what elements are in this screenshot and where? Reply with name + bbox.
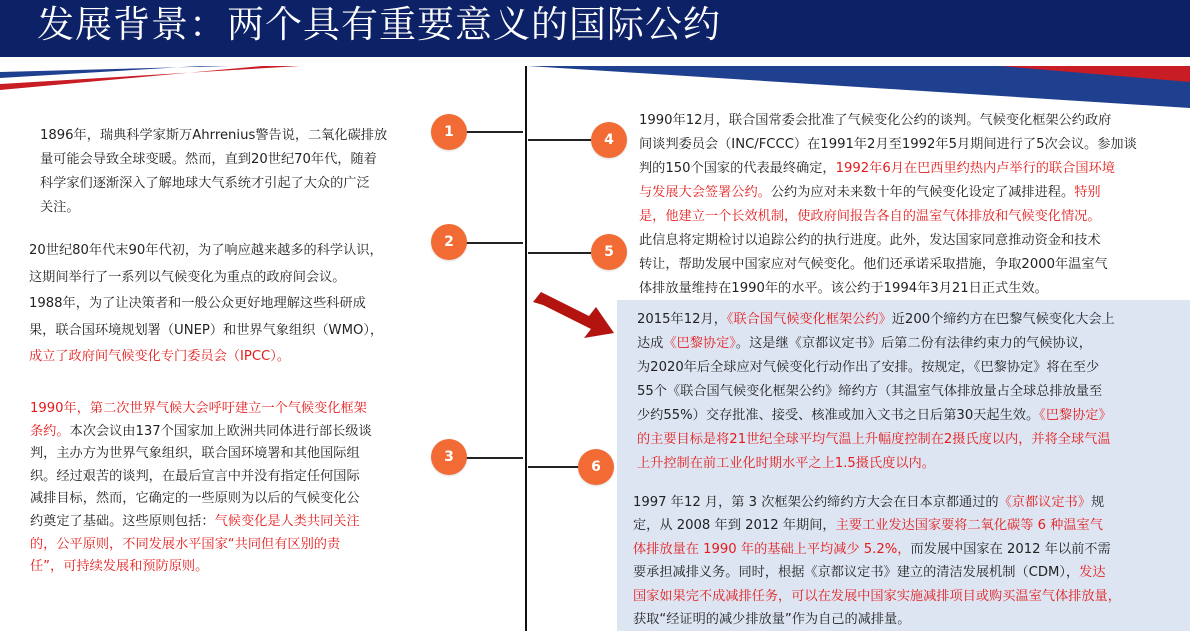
- text-line: 的，公平原则，不同发展水平国家“共同但有区别的责: [30, 536, 341, 552]
- connector-4: [528, 139, 591, 141]
- text-line: 上升控制在前工业化时期水平之上1.5摄氏度以内。: [637, 456, 935, 471]
- text-span: 本次会议由137个国家加上欧洲共同体进行部长级谈: [69, 423, 372, 439]
- text-line: 国家如果完不成减排任务，可以在发展中国家实施减排项目或购买温室气体排放量，: [633, 588, 1121, 604]
- text-span: 达成: [637, 336, 664, 351]
- text-line: 55个《联合国气候变化框架公约》缔约方（其温室气体排放量占全球总排放量至: [637, 384, 1103, 399]
- text-line: 体排放量维持在1990年的水平。该公约于1994年3月21日正式生效。: [639, 281, 1048, 296]
- text-span: 公约为应对未来数十年的气候变化设定了减排进程。: [770, 185, 1075, 200]
- text-line: 1896年，瑞典科学家斯万Ahrrenius警告说，二氧化碳排放: [40, 128, 388, 143]
- left-red-stripe: [0, 66, 300, 90]
- text-span: 体排放量在 1990 年的基础上平均减少 5.2%，: [633, 541, 911, 557]
- text-line: 1990年12月，联合国常委会批准了气候变化公约的谈判。气候变化框架公约政府: [639, 113, 1112, 128]
- red-arrow-icon: [533, 292, 614, 338]
- text-line: 减排目标，然而，它确定的一些原则为以后的气候变化公: [30, 491, 360, 507]
- step-badge-3: 3: [431, 439, 467, 475]
- text-span: 而发展中国家在 2012 年以前不需: [910, 541, 1111, 557]
- timeline-axis: [525, 66, 527, 631]
- text-span: 1997 年12 月，第 3 次框架公约缔约方大会在日本京都通过的: [633, 495, 999, 510]
- text-line: 为2020年后全球应对气候变化行动作出了安排。按规定，《巴黎协定》将在至少: [637, 360, 1100, 375]
- text-span: 。这是继《京都议定书》后第二份有法律约束力的气候协议，: [735, 336, 1092, 351]
- left-navy-stripe: [0, 66, 230, 78]
- text-span: 主要工业发达国家要将二氧化碳等 6 种温室气: [835, 518, 1103, 534]
- text-line: 1990年，第二次世界气候大会呼吁建立一个气候变化框架: [30, 401, 367, 416]
- connector-1: [466, 131, 523, 133]
- page-title: 发展背景：两个具有重要意义的国际公约: [37, 3, 721, 46]
- text-line: 织。经过艰苦的谈判，在最后宣言中并没有指定任何国际: [30, 468, 360, 484]
- text-span: 《巴黎协定》: [663, 336, 736, 351]
- text-line: 量可能会导致全球变暖。然而，直到20世纪70年代，随着: [40, 152, 377, 167]
- text-span: 1992年6月在巴西里约热内卢举行的联合国环境: [835, 161, 1115, 176]
- block-1990: [30, 398, 372, 579]
- text-span: 条约。: [30, 423, 70, 439]
- step-badge-4: 4: [591, 122, 627, 158]
- text-span: 判的150个国家的代表最终确定，: [639, 161, 836, 176]
- text-span: 与发展大会签署公约。: [639, 185, 771, 200]
- text-line: 获取“经证明的减少排放量”作为自己的减排量。: [633, 612, 911, 628]
- step-badge-2: 2: [431, 224, 467, 260]
- text-line: 20世纪80年代末90年代初，为了响应越来越多的科学认识，: [29, 243, 383, 258]
- text-line: 任”，可持续发展和预防原则。: [30, 559, 209, 575]
- block-kyoto: [633, 491, 1121, 631]
- text-span: 《巴黎协定》: [1039, 408, 1112, 423]
- text-line: 成立了政府间气候变化专门委员会（IPCC）。: [29, 349, 291, 364]
- text-line: 转让，帮助发展中国家应对气候变化。他们还承诺采取措施，争取2000年温室气: [639, 257, 1108, 272]
- block-1896: [40, 124, 387, 220]
- text-line: 1988年，为了让决策者和一般公众更好地理解这些科研成: [29, 296, 366, 311]
- connector-6: [528, 466, 578, 468]
- connector-2: [466, 242, 523, 244]
- text-line: 的主要目标是将21世纪全球平均气温上升幅度控制在2摄氏度以内，并将全球气温: [637, 432, 1111, 447]
- text-line: 此信息将定期检讨以追踪公约的执行进度。此外，发达国家同意推动资金和技术: [639, 233, 1101, 248]
- text-line: 间谈判委员会（INC/FCCC）在1991年2月至1992年5月期间进行了5次会议。参加谈: [639, 137, 1137, 152]
- step-badge-1: 1: [431, 114, 467, 150]
- text-span: 发达: [1079, 565, 1106, 581]
- text-span: 2015年12月，: [637, 312, 727, 327]
- text-span: 要承担减排义务。同时，根据《京都议定书》建立的清洁发展机制（CDM），: [633, 565, 1080, 581]
- connector-3: [466, 457, 523, 459]
- step-badge-5: 5: [591, 234, 627, 270]
- text-span: 《京都议定书》: [998, 495, 1091, 510]
- block-paris: [637, 308, 1115, 476]
- connector-5: [528, 252, 591, 254]
- text-span: 规: [1090, 495, 1105, 510]
- text-span: 气候变化是人类共同关注: [214, 513, 360, 529]
- text-line: 是，他建立一个长效机制，使政府间报告各自的温室气体排放和气候变化情况。: [639, 209, 1101, 224]
- text-line: 这期间举行了一系列以气候变化为重点的政府间会议。: [29, 269, 346, 285]
- step-badge-6: 6: [578, 449, 614, 485]
- text-line: 果，联合国环境规划署（UNEP）和世界气象组织（WMO），: [29, 322, 384, 338]
- text-span: 定，从 2008 年到 2012 年期间，: [633, 518, 836, 534]
- text-span: 特别: [1074, 185, 1101, 200]
- block-unfccc: [639, 109, 1137, 301]
- text-span: 近200个缔约方在巴黎气候变化大会上: [891, 312, 1115, 327]
- text-span: 少约55%）交存批准、接受、核准或加入文书之日后第30天起生效。: [637, 408, 1040, 423]
- text-line: 关注。: [40, 200, 80, 215]
- text-line: 科学家们逐渐深入了解地球大气系统才引起了大众的广泛: [40, 176, 370, 191]
- text-line: 判，主办方为世界气象组织，联合国环境署和其他国际组: [30, 446, 360, 462]
- text-span: 约奠定了基础。这些原则包括：: [30, 513, 215, 529]
- text-span: 《联合国气候变化框架公约》: [726, 312, 892, 327]
- block-1980s: [29, 238, 383, 371]
